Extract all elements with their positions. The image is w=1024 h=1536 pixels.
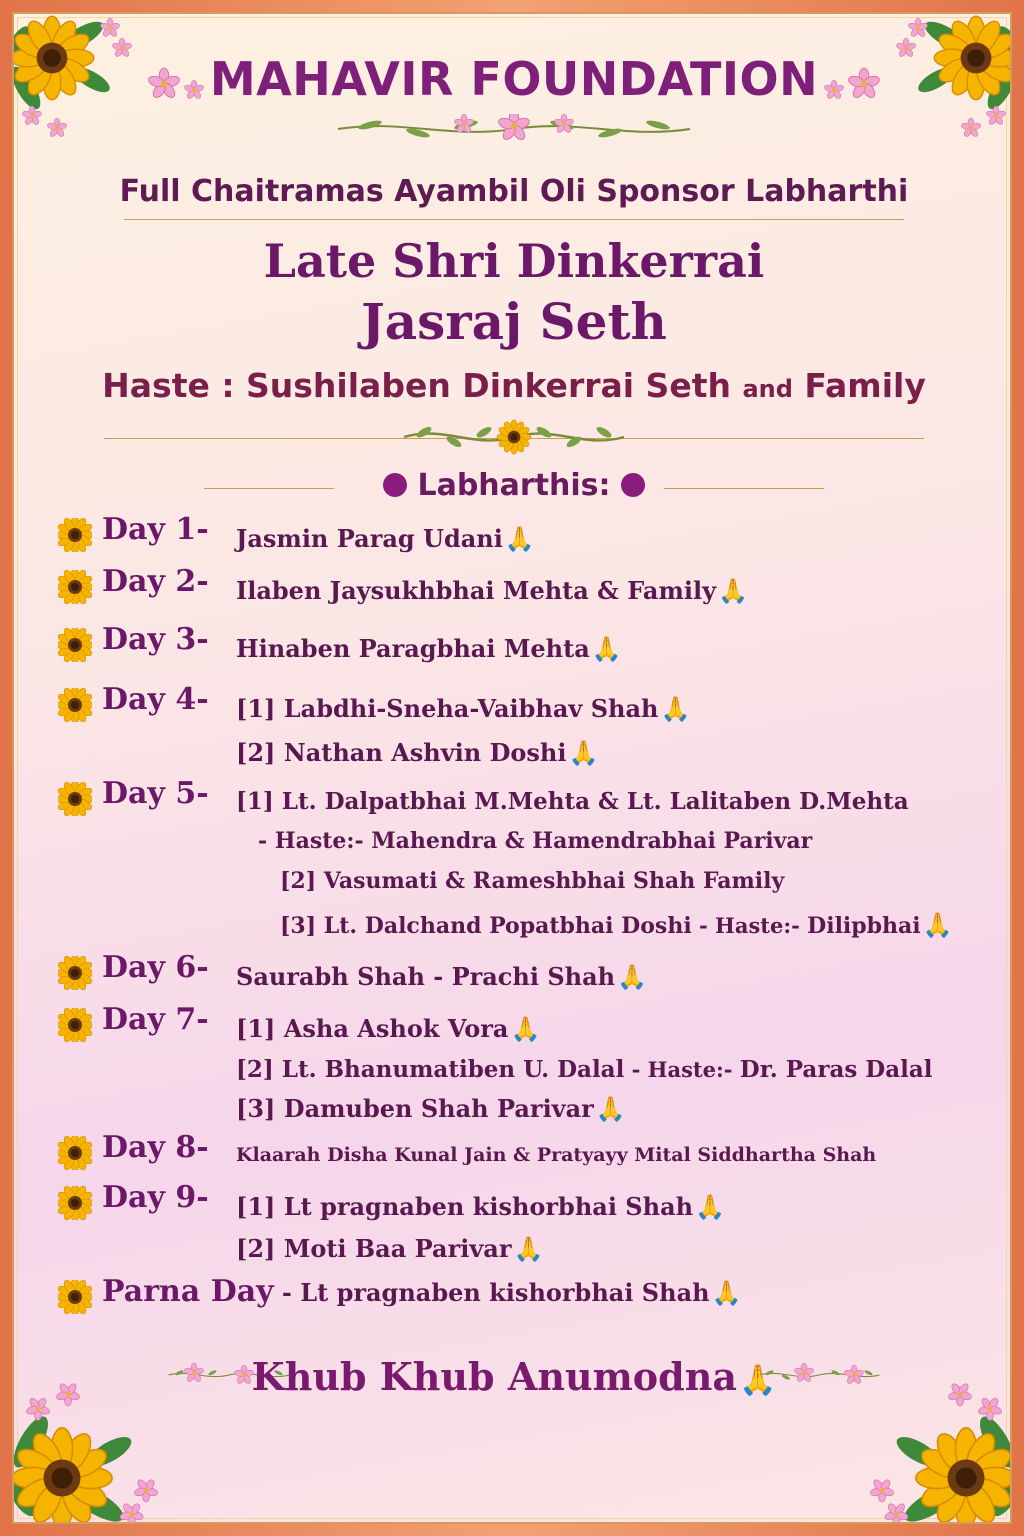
folded-hands-icon: 🙏 <box>513 1234 544 1263</box>
day-5-haste-name: Dilipbhai <box>807 913 921 939</box>
sunflower-bullet-icon <box>58 1186 92 1220</box>
day-3-line-1 <box>236 634 622 663</box>
day-2-name: Ilaben Jaysukhbhai Mehta & Family <box>236 576 717 605</box>
day-9-name-1: [1] Lt pragnaben kishorbhai Shah <box>236 1192 694 1221</box>
day-3-name: Hinaben Paragbhai Mehta <box>236 634 590 663</box>
day-3-row <box>58 622 209 662</box>
vine-divider-middle-icon <box>394 414 634 460</box>
day-9-name-2: [2] Moti Baa Parivar <box>236 1234 512 1263</box>
day-7-label: Day 7- <box>102 1002 209 1037</box>
day-1-name: Jasmin Parag Udani <box>236 524 503 553</box>
folded-hands-icon: 🙏 <box>595 1094 626 1123</box>
sunflower-bullet-icon <box>58 1136 92 1170</box>
day-1-label: Day 1- <box>102 512 209 547</box>
closing-message <box>14 1354 1012 1399</box>
day-1-row <box>58 512 209 552</box>
day-2-row <box>58 564 209 604</box>
day-9-label: Day 9- <box>102 1180 209 1215</box>
day-6-row <box>58 950 209 990</box>
day-7-name-1: [1] Asha Ashok Vora <box>236 1014 509 1043</box>
sunflower-bullet-icon <box>58 782 92 816</box>
day-5-label: Day 5- <box>102 776 209 811</box>
folded-hands-icon: 🙏 <box>738 1363 777 1398</box>
day-4-name-2: [2] Nathan Ashvin Doshi <box>236 738 567 767</box>
day-4-row <box>58 682 209 722</box>
folded-hands-icon: 🙏 <box>510 1014 541 1043</box>
day-5-name-2: [2] Vasumati & Rameshbhai Shah Family <box>280 868 785 894</box>
honoree-name-line1: Late Shri Dinkerrai <box>263 234 765 288</box>
haste-label: Haste : <box>102 366 247 405</box>
honoree-name-line2: Jasraj Seth <box>361 292 667 351</box>
day-7-row <box>58 1002 209 1042</box>
sunflower-bullet-icon <box>58 1280 92 1314</box>
day-3-label: Day 3- <box>102 622 209 657</box>
parna-day-label: Parna Day <box>102 1274 274 1309</box>
folded-hands-icon: 🙏 <box>718 576 748 605</box>
day-9-line-1 <box>236 1192 725 1221</box>
day-7-name-2: [2] Lt. Bhanumatiben U. Dalal <box>236 1056 625 1083</box>
day-7-line-2 <box>236 1056 933 1083</box>
parna-day-row <box>58 1274 741 1314</box>
day-8-name: Klaarah Disha Kunal Jain & Pratyayy Mital Siddhartha Shah <box>236 1144 877 1166</box>
day-8-label: Day 8- <box>102 1130 209 1165</box>
haste-and: and <box>742 375 793 403</box>
labharthis-heading <box>14 468 1012 503</box>
day-6-label: Day 6- <box>102 950 209 985</box>
haste-family: Family <box>792 366 926 405</box>
divider-line <box>124 219 904 220</box>
folded-hands-icon: 🙏 <box>568 738 599 767</box>
sunflower-bullet-icon <box>58 570 92 604</box>
folded-hands-icon: 🙏 <box>504 524 535 553</box>
day-5-haste-1: - Haste:- Mahendra & Hamendrabhai Parivar <box>258 828 813 854</box>
parna-day-name: - Lt pragnaben kishorbhai Shah <box>273 1278 710 1307</box>
foundation-title: MAHAVIR FOUNDATION <box>209 52 819 106</box>
day-9-line-2 <box>236 1234 543 1263</box>
sponsor-subtitle: Full Chaitramas Ayambil Oli Sponsor Labharthi <box>119 174 909 209</box>
day-2-label: Day 2- <box>102 564 209 599</box>
poster-panel <box>12 12 1012 1524</box>
day-5-line-1 <box>236 788 909 815</box>
bullet-dot-icon <box>383 473 407 497</box>
sunflower-bullet-icon <box>58 688 92 722</box>
day-4-name-1: [1] Labdhi-Sneha-Vaibhav Shah <box>236 694 659 723</box>
day-5-row <box>58 776 209 816</box>
folded-hands-icon: 🙏 <box>695 1192 725 1221</box>
day-4-line-1 <box>236 694 690 723</box>
labharthis-heading-text: Labharthis: <box>417 468 611 503</box>
haste-name: Sushilaben Dinkerrai Seth <box>246 366 743 405</box>
sunflower-bullet-icon <box>58 628 92 662</box>
day-7-name-3: [3] Damuben Shah Parivar <box>236 1094 594 1123</box>
blossom-right-icon <box>814 64 884 104</box>
day-5-name-3: [3] Lt. Dalchand Popatbhai Doshi <box>280 913 692 939</box>
day-1-line-1 <box>236 524 535 553</box>
closing-text: Khub Khub Anumodna <box>251 1354 737 1399</box>
day-7-haste-name: Dr. Paras Dalal <box>739 1056 933 1083</box>
folded-hands-icon: 🙏 <box>711 1278 742 1307</box>
day-4-label: Day 4- <box>102 682 209 717</box>
day-8-line-1 <box>236 1144 876 1166</box>
day-4-line-2 <box>236 738 598 767</box>
sunflower-bullet-icon <box>58 956 92 990</box>
folded-hands-icon: 🙏 <box>922 910 953 939</box>
haste-line <box>14 366 1012 405</box>
blossom-left-icon <box>144 64 214 104</box>
day-5-line-3 <box>280 868 784 894</box>
day-5-line-4 <box>280 910 953 939</box>
day-5-line-2 <box>258 828 812 854</box>
day-6-line-1 <box>236 962 647 991</box>
vine-divider-top-icon <box>314 114 714 144</box>
day-5-name-1: [1] Lt. Dalpatbhai M.Mehta & Lt. Lalitaben D.Mehta <box>236 788 909 815</box>
sunflower-bullet-icon <box>58 1008 92 1042</box>
day-9-row <box>58 1180 209 1220</box>
folded-hands-icon: 🙏 <box>660 694 691 723</box>
day-8-row <box>58 1130 209 1170</box>
folded-hands-icon: 🙏 <box>591 634 622 663</box>
day-7-line-1 <box>236 1014 540 1043</box>
day-7-line-3 <box>236 1094 626 1123</box>
day-6-name: Saurabh Shah - Prachi Shah <box>236 962 616 991</box>
bullet-dot-icon <box>621 473 645 497</box>
sunflower-bullet-icon <box>58 518 92 552</box>
folded-hands-icon: 🙏 <box>617 962 648 991</box>
day-2-line-1 <box>236 576 748 605</box>
day-5-haste-label: - Haste:- <box>691 913 808 938</box>
day-7-haste-label: - Haste:- <box>624 1057 740 1082</box>
